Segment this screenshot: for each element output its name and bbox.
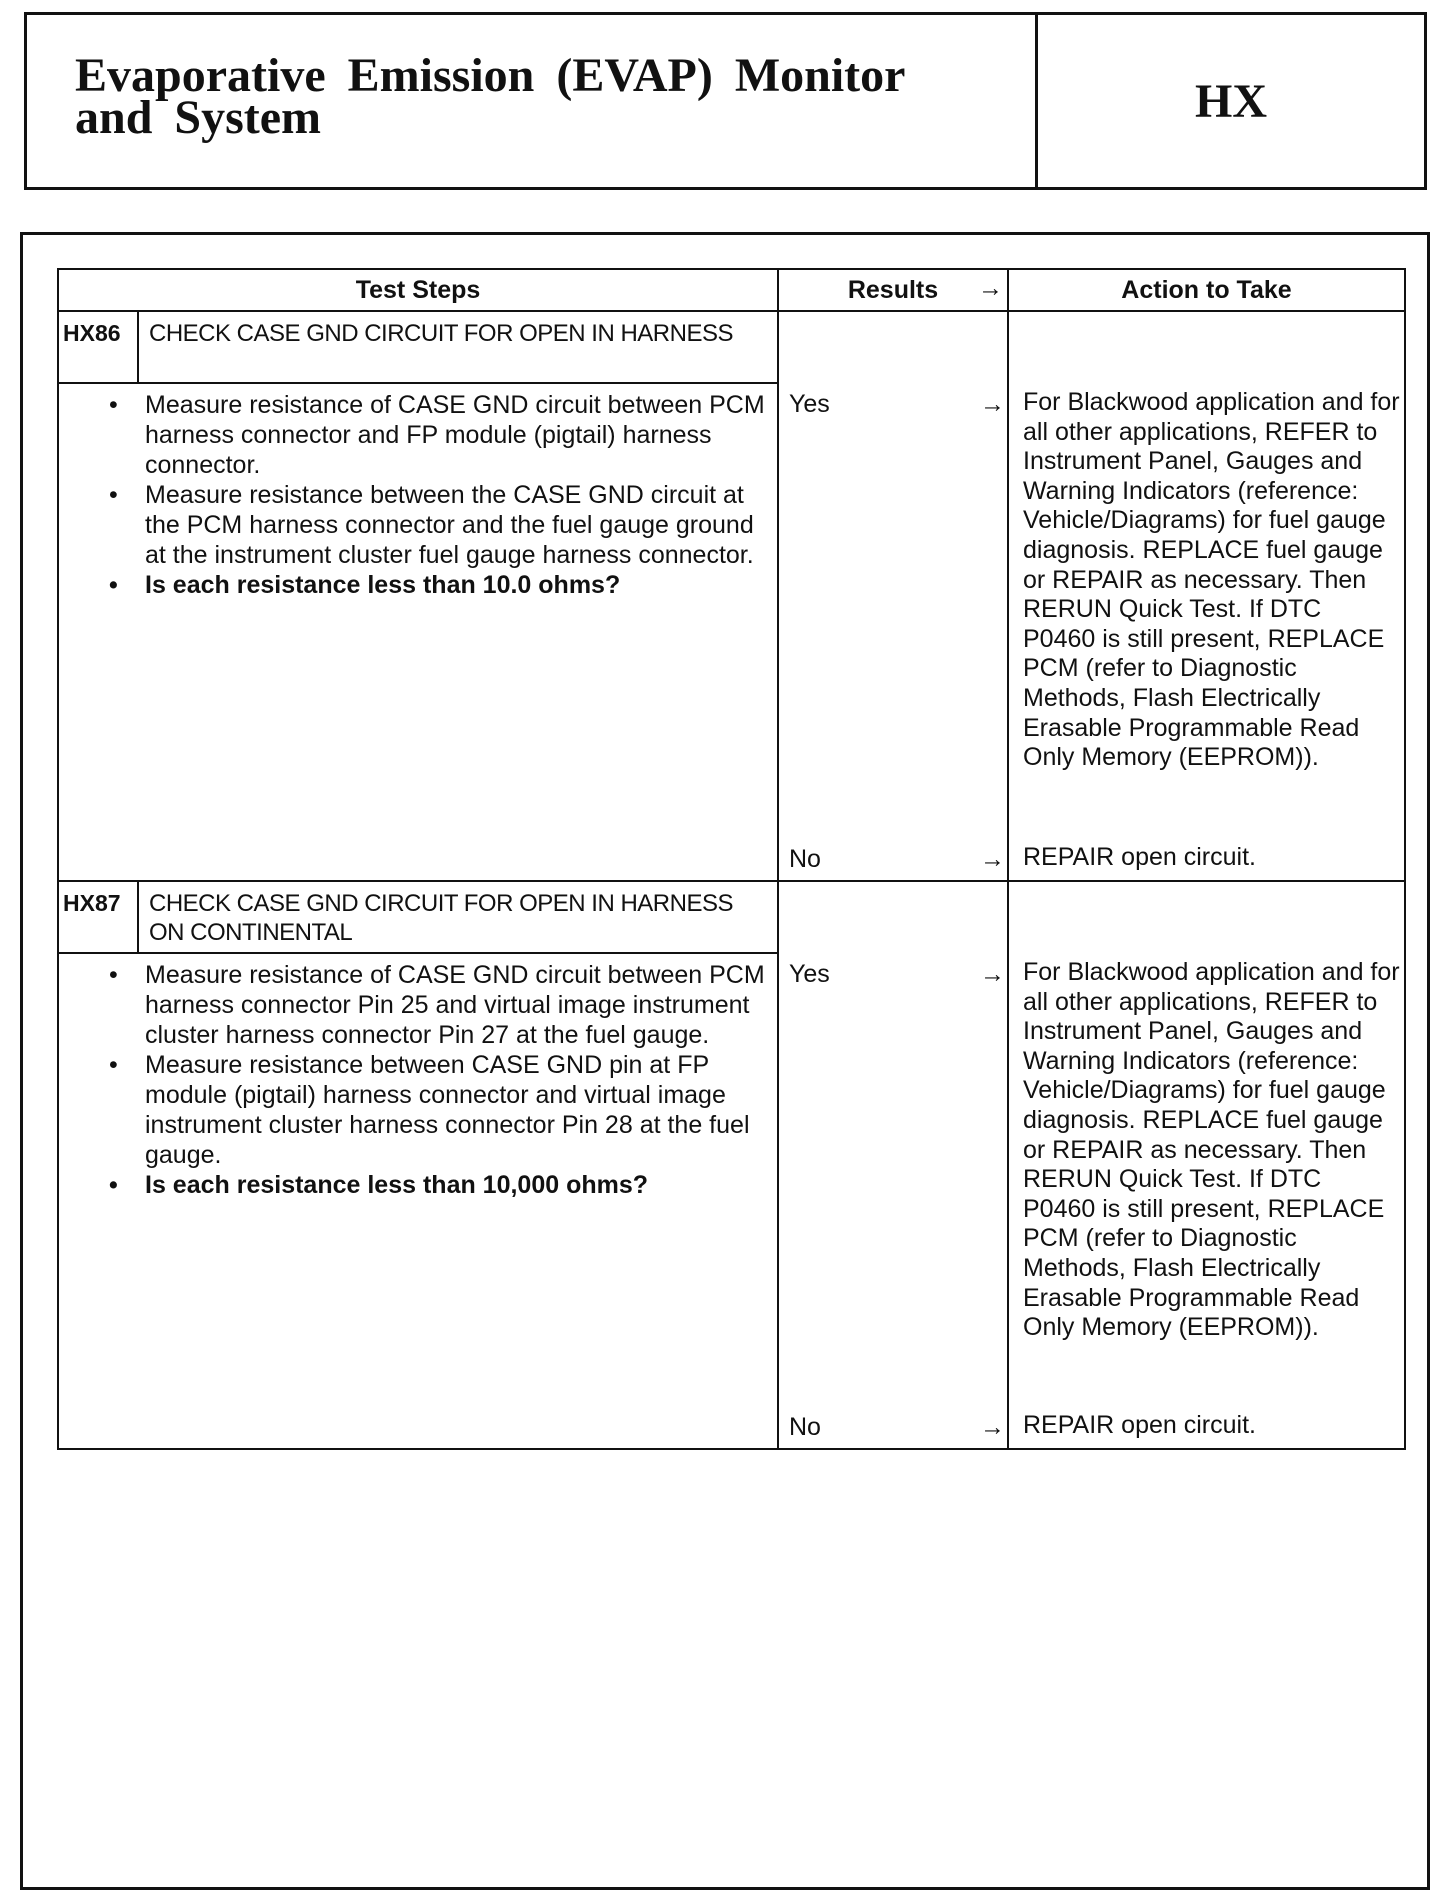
action-no: REPAIR open circuit. [1023,1411,1256,1439]
step-results [779,882,1009,1448]
arrow-right-icon: → [978,274,1003,302]
action-yes: For Blackwood application and for all other applications, REFER to Instrument Panel, Gauges and Warning Indicators (reference: Vehicle/Diagrams) for fuel gauge diagnosis. REPLACE fuel gauge or REPAIR as necessary. Then RERUN Quick Test. If DTC P0460 is still present, REPLACE PCM (refer to Diagnostic Methods, Flash Electrically Erasable Programmable Read Only Memory (EEPROM)). [1023,958,1400,1342]
arrow-right-icon: → [980,960,1005,988]
page-title-line2: and System [75,91,322,144]
step-results [779,312,1009,880]
step-left [59,882,779,1448]
table-header-row [59,270,1406,312]
result-yes: Yes [789,390,830,418]
step-header [59,882,777,954]
test-step-hx87 [59,882,1406,1450]
section-code: HX [1195,74,1267,128]
result-no: No [789,845,821,873]
header-results [779,270,1009,310]
step-actions [1009,312,1406,880]
header-action: Action to Take [1009,270,1406,310]
page-title [75,49,1005,144]
action-no: REPAIR open circuit. [1023,843,1256,871]
arrow-right-icon: → [980,845,1005,873]
step-bullet: • Measure resistance between CASE GND pin at FP module (pigtail) harness connector and virtual image instrument cluster harness connector Pin 28 at the fuel gauge. [145,1050,767,1170]
header-results-label: Results [847,275,939,304]
arrow-right-icon: → [980,1413,1005,1441]
step-actions [1009,882,1406,1448]
step-header [59,312,777,384]
step-bullet: • Measure resistance of CASE GND circuit between PCM harness connector Pin 25 and virtual image instrument cluster harness connector Pin 27 at the fuel gauge. [145,960,767,1050]
arrow-right-icon: → [980,390,1005,418]
step-bullet: • Measure resistance of CASE GND circuit between PCM harness connector and FP module (pigtail) harness connector. [145,390,767,480]
step-title: CHECK CASE GND CIRCUIT FOR OPEN IN HARNESS ON CONTINENTAL [149,890,733,946]
step-code: HX87 [59,882,139,952]
result-yes: Yes [789,960,830,988]
page-title-line1: Evaporative Emission (EVAP) Monitor [75,49,906,102]
step-left [59,312,779,880]
step-bullet: • Measure resistance between the CASE GND circuit at the PCM harness connector and the fuel gauge ground at the instrument cluster fuel gauge harness connector. [145,480,767,570]
test-steps-table [57,268,1406,1450]
step-question: • Is each resistance less than 10.0 ohms? [145,570,767,600]
header-test-steps: Test Steps [59,270,779,310]
step-body [59,384,777,880]
test-step-hx86 [59,312,1406,882]
step-body [59,954,777,1448]
step-question: • Is each resistance less than 10,000 ohms? [145,1170,767,1200]
step-code: HX86 [59,312,139,382]
page-header [24,12,1427,190]
result-no: No [789,1413,821,1441]
action-yes: For Blackwood application and for all other applications, REFER to Instrument Panel, Gauges and Warning Indicators (reference: Vehicle/Diagrams) for fuel gauge diagnosis. REPLACE fuel gauge or REPAIR as necessary. Then RERUN Quick Test. If DTC P0460 is still present, REPLACE PCM (refer to Diagnostic Methods, Flash Electrically Erasable Programmable Read Only Memory (EEPROM)). [1023,388,1400,772]
step-title: CHECK CASE GND CIRCUIT FOR OPEN IN HARNESS [149,320,733,347]
